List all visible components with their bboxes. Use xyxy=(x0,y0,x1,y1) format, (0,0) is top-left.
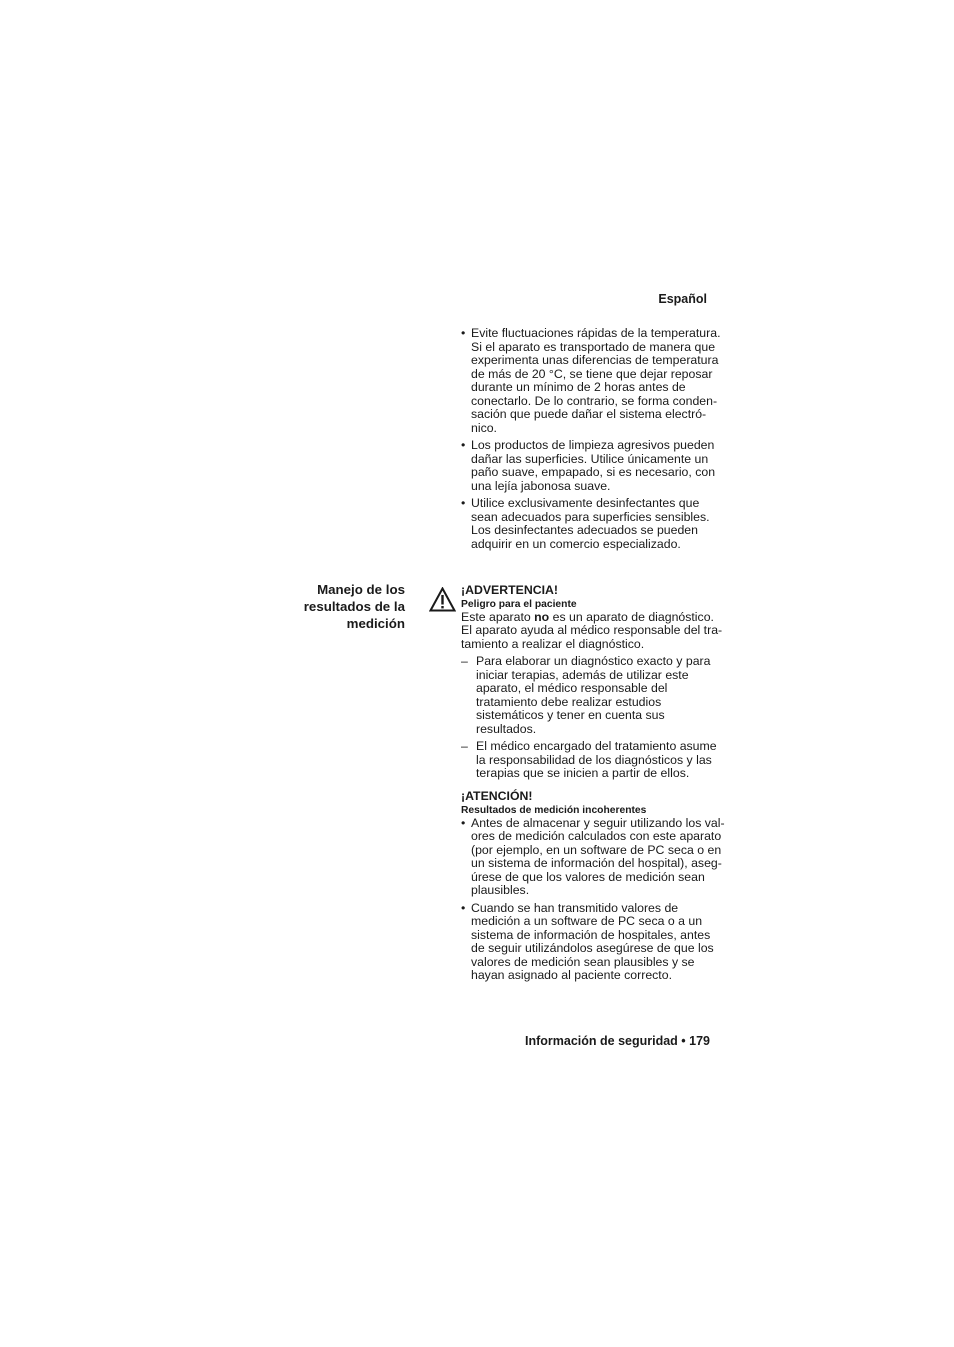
text-line: • Los productos de limpieza agresivos pueden xyxy=(471,438,715,452)
language-label: Español xyxy=(658,292,707,306)
list-item xyxy=(461,815,725,898)
text-line: Si el aparato es transportado de manera que xyxy=(471,339,716,354)
section-title xyxy=(280,581,405,632)
text-line: de seguir utilizándolos asegúrese de que los xyxy=(471,941,714,955)
intro-line: tamiento a realizar el diagnóstico. xyxy=(461,636,645,651)
title-line: resultados de la xyxy=(303,599,405,614)
attention-heading: ¡ATENCIÓN! xyxy=(461,789,533,803)
title-line: medición xyxy=(346,616,405,631)
text-line: de más de 20 °C, se tiene que dejar reposar xyxy=(471,366,713,381)
text-line: medición a un software de PC seca o a un xyxy=(471,914,703,928)
text-line: (por ejemplo, en un software de PC seca o en xyxy=(471,842,722,857)
list-item xyxy=(461,739,717,781)
text-line: conectarlo. De lo contrario, se forma conden- xyxy=(471,393,718,408)
list-item xyxy=(461,900,714,983)
warning-subheading: Peligro para el paciente xyxy=(461,598,577,610)
page-footer: Información de seguridad • 179 xyxy=(525,1034,710,1048)
text-line: un sistema de información del hospital), aseg- xyxy=(471,856,722,870)
intro-line: El aparato ayuda al médico responsable del tra- xyxy=(461,623,723,637)
text-line: adquirir en un comercio especializado. xyxy=(471,536,681,551)
text-line: durante un mínimo de 2 horas antes de xyxy=(471,380,686,394)
text-line: resultados. xyxy=(476,721,537,736)
text-line: experimenta unas diferencias de temperatura xyxy=(471,353,719,367)
text-line: sistema de información de hospitales, antes xyxy=(471,927,711,942)
text-line: – Para elaborar un diagnóstico exacto y para xyxy=(476,654,711,668)
text-line: dañar las superficies. Utilice únicamente un xyxy=(471,451,709,466)
text-line: iniciar terapias, además de utilizar este xyxy=(476,667,689,682)
intro-emphasis: no xyxy=(534,609,550,624)
text-line: sean adecuados para superficies sensibles. xyxy=(471,509,710,524)
list-item xyxy=(461,438,716,493)
text-line: aparato, el médico responsable del xyxy=(476,681,668,695)
text-line: valores de medición sean plausibles y se xyxy=(471,954,695,969)
text-line: hayan asignado al paciente correcto. xyxy=(471,968,672,982)
text-line: sación que puede dañar el sistema electró- xyxy=(471,407,707,421)
intro-text: es un aparato de diagnóstico. xyxy=(549,609,714,624)
attention-block xyxy=(461,789,725,987)
warning-triangle-icon xyxy=(429,587,456,612)
title-line: Manejo de los xyxy=(317,582,405,597)
warning-intro xyxy=(461,609,723,652)
text-line: paño suave, empapado, si es necesario, con xyxy=(471,465,716,479)
list-item xyxy=(461,655,711,736)
warning-heading: ¡ADVERTENCIA! xyxy=(461,583,559,597)
text-line: nico. xyxy=(471,420,497,435)
text-line: ores de medición calculados con este aparato xyxy=(471,829,722,843)
text-line: • Utilice exclusivamente desinfectantes que xyxy=(471,496,700,510)
intro-text: Este aparato xyxy=(461,609,535,624)
text-line: • Evite fluctuaciones rápidas de la temperatura. xyxy=(471,326,721,340)
warning-block xyxy=(461,583,723,785)
text-line: terapias que se inicien a partir de ellos. xyxy=(476,766,690,780)
text-line: • Cuando se han transmitido valores de xyxy=(471,900,679,915)
text-line: úrese de que los valores de medición sean xyxy=(471,869,705,884)
text-line: sistemáticos y tener en cuenta sus xyxy=(476,708,665,722)
text-line: – El médico encargado del tratamiento asume xyxy=(476,739,717,753)
text-line: plausibles. xyxy=(471,883,530,897)
text-line: • Antes de almacenar y seguir utilizando los val- xyxy=(471,815,725,830)
text-line: una lejía jabonosa suave. xyxy=(471,478,611,493)
text-line: Los desinfectantes adecuados se pueden xyxy=(471,523,698,537)
attention-subheading: Resultados de medición incoherentes xyxy=(461,804,647,816)
intro-line xyxy=(461,609,714,625)
text-line: la responsabilidad de los diagnósticos y las xyxy=(476,752,712,767)
list-item xyxy=(461,497,711,551)
top-bullet-list xyxy=(461,326,721,555)
list-item xyxy=(461,326,721,435)
text-line: tratamiento debe realizar estudios xyxy=(476,694,662,709)
